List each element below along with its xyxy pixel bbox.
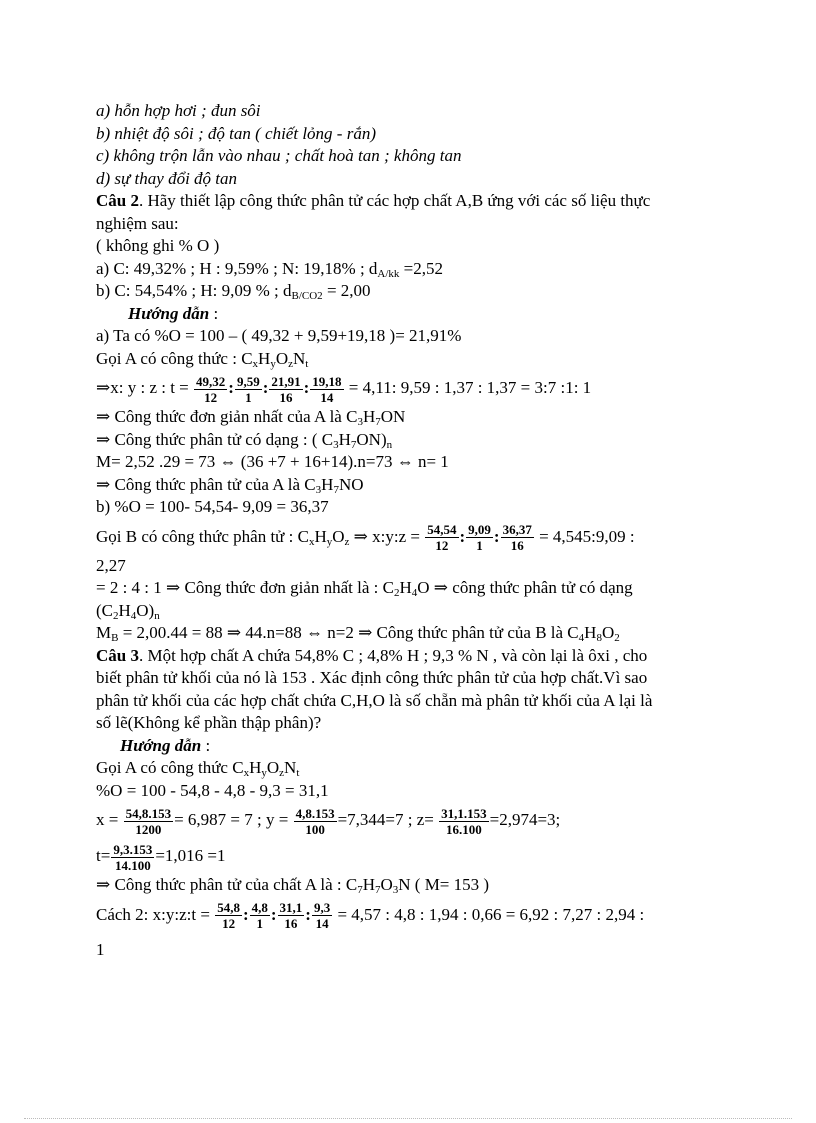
fraction [466, 522, 493, 553]
question-3-line-2: biết phân tử khối của nó là 153 . Xác định công thức phân tử của hợp chất.Vì sao [96, 668, 648, 687]
solution-3-t: t= $\frac{9,3.153}{14.100}$ =1,016 =1 [96, 841, 226, 873]
document-page [96, 100, 716, 961]
numerator: 49,32 [196, 373, 226, 389]
question-2-item-b: b) C: 54,54% ; H: 9,09 % ; $d_{B/CO2} = 2,00$ [96, 281, 371, 302]
denominator: 12 [222, 916, 236, 932]
question-2-item-a: a) C: 49,32% ; H : 9,59% ; N: 19,18% ; $d_{A/kk} =2,52$ [96, 258, 444, 280]
question-3-line-3: phân tử khối của các hợp chất chứa C,H,O là số chẵn mà phân tử khối của A lại là [96, 690, 653, 710]
denominator: 16 [510, 538, 524, 554]
fraction [439, 806, 489, 837]
question-3-line-1: Câu 3. Một hợp chất A chứa 54,8% C ; 4,8% H ; 9,3 % N , và còn lại là ôxi , cho [96, 645, 648, 665]
solution-b-percent-o: b) %O = 100- 54,54- 9,09 = 36,37 [96, 497, 329, 516]
question-2-label: Câu 2 [96, 191, 139, 210]
fraction-y [293, 805, 338, 837]
solution-a-percent-o: a) Ta có %O = 100 – ( 49,32 + 9,59+19,18 )= 21,91% [96, 326, 462, 345]
question-3-line-4: số lẽ(Không kể phần thập phân)? [96, 713, 322, 732]
numerator: 31,1.153 [441, 805, 487, 821]
denominator: 12 [435, 538, 449, 554]
fraction [215, 900, 242, 931]
solution-b-ratio: Gọi B có công thức phân tử : $C_xH_yO_z$ ⇒ x:y:z = $\frac{54,54}{12}$ : $\frac{9,09}{1}$ : $\frac{36,37}{16}$ = 4,545:9,09 : [96, 522, 635, 554]
solution-3-percent-o: %O = 100 - 54,8 - 4,8 - 9,3 = 31,1 [96, 780, 329, 800]
solution-a-result: ⇒ Công thức phân tử của A là $C_3H_7NO$ [96, 474, 364, 496]
numerator: 9,3 [313, 900, 331, 916]
fraction [111, 842, 154, 873]
answer-b: b) nhiệt độ sôi ; độ tan ( chiết lỏng - rắn) [96, 123, 376, 143]
denominator: 1 [245, 389, 252, 405]
page-footer-divider [24, 1118, 792, 1119]
fraction [425, 522, 458, 553]
solution-b-general: $(C_2H_4O)_n$ [96, 600, 160, 622]
answer-a: a) hỗn hợp hơi ; đun sôi [96, 101, 261, 120]
fraction [269, 374, 302, 405]
guide-heading-2: Hướng dẫn : [128, 303, 219, 323]
fraction [294, 806, 337, 837]
question-2-line-1: Câu 2. Hãy thiết lập công thức phân tử các hợp chất A,B ứng với các số liệu thực [96, 191, 651, 210]
numerator: 54,8 [217, 900, 240, 916]
denominator: 14.100 [114, 857, 151, 873]
fraction-x [123, 805, 175, 837]
fraction-z [438, 805, 490, 837]
denominator: 16 [284, 916, 298, 932]
numerator: 31,1 [279, 900, 303, 916]
answer-d: d) sự thay đổi độ tan [96, 168, 238, 188]
page-number: 1 [96, 939, 105, 959]
numerator: 54,8.153 [125, 805, 172, 821]
fraction [124, 806, 174, 837]
denominator: 1 [256, 916, 263, 932]
solution-3-xyz: x = $\frac{54,8.153}{1200}$ = 6,987 = 7 ; y = $\frac{4,8.153}{100}$ =7,344=7 ; z= $\frac{31,1.153}{16.100}$ =2,974=3; [96, 805, 561, 837]
solution-b-result: $M_B = 2,00.44 = 88$ ⇒ 44.n=88 ⇔ n=2 ⇒ Công thức phân tử của B là $C_4H_8O_2$ [96, 623, 620, 644]
denominator: 1 [476, 538, 483, 554]
denominator: 16.100 [446, 821, 482, 837]
guide-heading-3: Hướng dẫn : [120, 735, 211, 755]
numerator: 21,91 [271, 373, 301, 389]
denominator: 14 [320, 389, 334, 405]
solution-a-simplest: ⇒ Công thức đơn giản nhất của A là $C_3H_7ON$ [96, 407, 406, 428]
fraction [312, 900, 332, 931]
fraction-group: $\frac{54,8}{12}$ : $\frac{4,8}{1}$ : $\frac{31,1}{16}$ : $\frac{9,3}{14}$ [217, 900, 331, 932]
denominator: 100 [305, 821, 325, 837]
solution-b-ratio-cont: 2,27 [96, 555, 126, 575]
solution-3-result: ⇒ Công thức phân tử của chất A là : $C_7H_7O_3N$ ( M= 153 ) [96, 875, 490, 896]
denominator: 12 [204, 389, 218, 405]
numerator: 9,3.153 [113, 841, 153, 857]
denominator: 14 [315, 916, 329, 932]
fraction-group: $\frac{49,32}{12}$ : $\frac{9,59}{1}$ : $\frac{21,91}{16}$ : $\frac{19,18}{14}$ [196, 373, 342, 405]
fraction [194, 374, 227, 405]
solution-3-formula: Gọi A có công thức $C_xH_yO_zN_t$ [96, 758, 300, 779]
question-2-note: ( không ghi % O ) [96, 236, 220, 255]
solution-a-formula: Gọi A có công thức : $C_xH_yO_zN_t$ [96, 348, 309, 370]
numerator: 4,8 [251, 900, 268, 916]
numerator: 9,59 [236, 373, 260, 389]
solution-a-ratio: ⇒x: y : z : t = $\frac{49,32}{12}$ : $\frac{9,59}{1}$ : $\frac{21,91}{16}$ : $\frac{19,18}{14}$ = 4,11: 9,59 : 1,37 : 1,37 = 3:7 :1: 1 [96, 373, 592, 405]
solution-a-molar: M= 2,52 .29 = 73 ⇔ (36 +7 + 16+14).n=73 ⇔ n= 1 [96, 452, 449, 471]
denominator: 16 [279, 389, 293, 405]
fraction [235, 374, 262, 405]
fraction-group: $\frac{54,54}{12}$ : $\frac{9,09}{1}$ : $\frac{36,37}{16}$ [427, 522, 532, 554]
solution-a-general: ⇒ Công thức phân tử có dạng : ( $C_3H_7ON)_n$ [96, 429, 393, 451]
answer-c: c) không trộn lẫn vào nhau ; chất hoà tan ; không tan [96, 146, 462, 165]
fraction [310, 374, 343, 405]
numerator: 36,37 [502, 522, 532, 538]
numerator: 54,54 [427, 522, 457, 538]
numerator: 4,8.153 [295, 805, 335, 821]
solution-b-simplest: = 2 : 4 : 1 ⇒ Công thức đơn giản nhất là : $C_2H_4O$ ⇒ công thức phân tử có dạng [96, 578, 633, 599]
denominator: 1200 [135, 821, 162, 837]
fraction [250, 900, 270, 931]
numerator: 19,18 [312, 373, 342, 389]
question-3-label: Câu 3 [96, 645, 139, 665]
solution-3-method-2: Cách 2: x:y:z:t = $\frac{54,8}{12}$ : $\frac{4,8}{1}$ : $\frac{31,1}{16}$ : $\frac{9,3}{14}$ = 4,57 : 4,8 : 1,94 : 0,66 = 6,92 : 7,27 : 2,94 : [96, 900, 645, 932]
fraction [501, 522, 534, 553]
fraction [278, 900, 305, 931]
numerator: 9,09 [468, 522, 491, 538]
fraction-t [110, 841, 155, 873]
question-2-line-2: nghiệm sau: [96, 213, 179, 233]
